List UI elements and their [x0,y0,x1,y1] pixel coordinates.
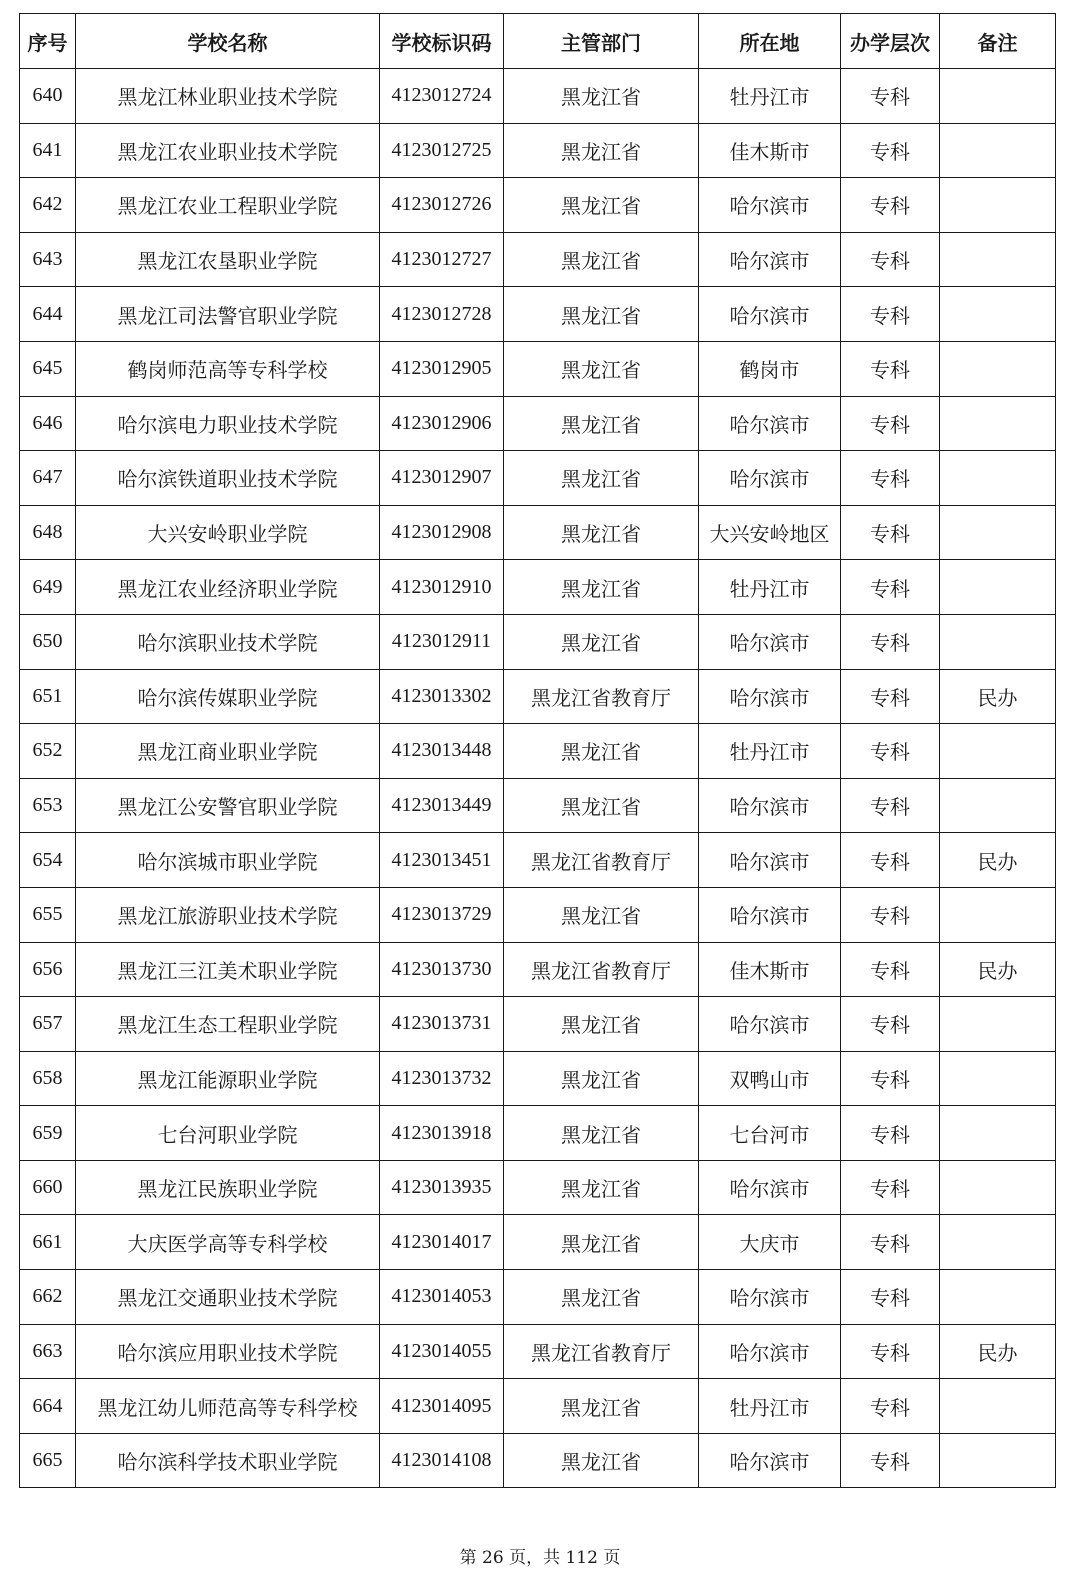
table-row [20,997,1056,1052]
cell-location: 哈尔滨市 [699,1270,841,1325]
cell-school-code: 4123014017 [380,1215,504,1270]
cell-remarks [940,396,1056,451]
cell-location: 佳木斯市 [699,942,841,997]
cell-school-name: 黑龙江三江美术职业学院 [76,942,380,997]
table-row [20,942,1056,997]
cell-remarks [940,505,1056,560]
cell-school-name: 哈尔滨城市职业学院 [76,833,380,888]
cell-authority: 黑龙江省 [504,69,699,124]
table-row [20,778,1056,833]
cell-level: 专科 [841,1324,940,1379]
cell-school-name: 黑龙江民族职业学院 [76,1160,380,1215]
cell-location: 七台河市 [699,1106,841,1161]
cell-location: 哈尔滨市 [699,178,841,233]
cell-school-name: 哈尔滨科学技术职业学院 [76,1433,380,1488]
cell-level: 专科 [841,232,940,287]
table-row [20,1051,1056,1106]
cell-authority: 黑龙江省 [504,287,699,342]
header-row [20,14,1056,69]
cell-index: 654 [20,833,76,888]
table-row [20,724,1056,779]
cell-authority: 黑龙江省 [504,1215,699,1270]
cell-level: 专科 [841,942,940,997]
cell-location: 哈尔滨市 [699,1433,841,1488]
table-row [20,69,1056,124]
cell-index: 641 [20,123,76,178]
cell-index: 657 [20,997,76,1052]
cell-level: 专科 [841,123,940,178]
cell-level: 专科 [841,451,940,506]
header-cell-authority: 主管部门 [504,14,699,69]
cell-index: 653 [20,778,76,833]
cell-school-code: 4123012728 [380,287,504,342]
header-cell-remarks: 备注 [940,14,1056,69]
cell-authority: 黑龙江省 [504,505,699,560]
header-cell-school-code: 学校标识码 [380,14,504,69]
cell-location: 鹤岗市 [699,341,841,396]
cell-level: 专科 [841,69,940,124]
table-row [20,1215,1056,1270]
cell-school-code: 4123013730 [380,942,504,997]
cell-level: 专科 [841,833,940,888]
cell-authority: 黑龙江省 [504,1379,699,1434]
cell-location: 牡丹江市 [699,69,841,124]
cell-authority: 黑龙江省 [504,778,699,833]
cell-level: 专科 [841,614,940,669]
table-row [20,1160,1056,1215]
cell-level: 专科 [841,669,940,724]
cell-remarks [940,287,1056,342]
table-row [20,614,1056,669]
cell-level: 专科 [841,505,940,560]
cell-remarks [940,1379,1056,1434]
cell-school-name: 黑龙江司法警官职业学院 [76,287,380,342]
cell-school-name: 大兴安岭职业学院 [76,505,380,560]
cell-level: 专科 [841,560,940,615]
cell-authority: 黑龙江省 [504,1106,699,1161]
cell-school-name: 黑龙江能源职业学院 [76,1051,380,1106]
cell-authority: 黑龙江省 [504,887,699,942]
cell-index: 643 [20,232,76,287]
cell-level: 专科 [841,1215,940,1270]
table-row [20,1379,1056,1434]
cell-school-code: 4123012905 [380,341,504,396]
cell-remarks [940,1051,1056,1106]
cell-school-name: 黑龙江公安警官职业学院 [76,778,380,833]
cell-authority: 黑龙江省 [504,341,699,396]
cell-index: 663 [20,1324,76,1379]
cell-index: 658 [20,1051,76,1106]
cell-authority: 黑龙江省 [504,1270,699,1325]
cell-level: 专科 [841,1433,940,1488]
cell-index: 649 [20,560,76,615]
cell-school-code: 4123013729 [380,887,504,942]
cell-remarks [940,451,1056,506]
cell-location: 哈尔滨市 [699,669,841,724]
cell-school-name: 哈尔滨铁道职业技术学院 [76,451,380,506]
table-row [20,1270,1056,1325]
cell-index: 659 [20,1106,76,1161]
cell-authority: 黑龙江省 [504,1433,699,1488]
cell-level: 专科 [841,178,940,233]
cell-remarks [940,341,1056,396]
cell-remarks [940,778,1056,833]
cell-index: 650 [20,614,76,669]
table-row [20,1106,1056,1161]
cell-location: 牡丹江市 [699,560,841,615]
cell-level: 专科 [841,287,940,342]
cell-school-name: 黑龙江旅游职业技术学院 [76,887,380,942]
cell-location: 哈尔滨市 [699,287,841,342]
table-body [20,69,1056,1488]
cell-school-code: 4123013449 [380,778,504,833]
cell-remarks [940,614,1056,669]
table-row [20,287,1056,342]
cell-school-code: 4123012725 [380,123,504,178]
cell-level: 专科 [841,1051,940,1106]
cell-school-code: 4123014055 [380,1324,504,1379]
cell-authority: 黑龙江省 [504,724,699,779]
cell-location: 哈尔滨市 [699,1324,841,1379]
cell-location: 牡丹江市 [699,1379,841,1434]
cell-school-name: 黑龙江农垦职业学院 [76,232,380,287]
cell-index: 660 [20,1160,76,1215]
table-row [20,669,1056,724]
cell-location: 哈尔滨市 [699,778,841,833]
cell-location: 哈尔滨市 [699,232,841,287]
header-cell-level: 办学层次 [841,14,940,69]
cell-authority: 黑龙江省 [504,451,699,506]
cell-index: 644 [20,287,76,342]
cell-authority: 黑龙江省教育厅 [504,1324,699,1379]
cell-location: 佳木斯市 [699,123,841,178]
cell-index: 642 [20,178,76,233]
cell-remarks: 民办 [940,833,1056,888]
table-row [20,396,1056,451]
cell-school-name: 黑龙江生态工程职业学院 [76,997,380,1052]
cell-remarks [940,232,1056,287]
cell-school-code: 4123014095 [380,1379,504,1434]
table-row [20,560,1056,615]
cell-location: 双鸭山市 [699,1051,841,1106]
table-row [20,123,1056,178]
cell-remarks: 民办 [940,669,1056,724]
cell-remarks: 民办 [940,942,1056,997]
cell-school-name: 鹤岗师范高等专科学校 [76,341,380,396]
cell-authority: 黑龙江省 [504,560,699,615]
cell-school-code: 4123013451 [380,833,504,888]
cell-school-name: 黑龙江交通职业技术学院 [76,1270,380,1325]
header-cell-school-name: 学校名称 [76,14,380,69]
table-row [20,505,1056,560]
cell-remarks [940,997,1056,1052]
cell-location: 哈尔滨市 [699,997,841,1052]
cell-level: 专科 [841,1106,940,1161]
table-row [20,833,1056,888]
cell-location: 哈尔滨市 [699,396,841,451]
table-row [20,1324,1056,1379]
cell-school-code: 4123012908 [380,505,504,560]
cell-school-name: 哈尔滨传媒职业学院 [76,669,380,724]
cell-remarks [940,1433,1056,1488]
cell-school-code: 4123012906 [380,396,504,451]
cell-school-code: 4123014108 [380,1433,504,1488]
cell-remarks: 民办 [940,1324,1056,1379]
cell-location: 大庆市 [699,1215,841,1270]
cell-index: 645 [20,341,76,396]
cell-remarks [940,1160,1056,1215]
cell-school-code: 4123013731 [380,997,504,1052]
cell-index: 652 [20,724,76,779]
cell-remarks [940,1270,1056,1325]
table-row [20,341,1056,396]
cell-location: 哈尔滨市 [699,451,841,506]
cell-school-code: 4123013918 [380,1106,504,1161]
table-row [20,232,1056,287]
cell-index: 647 [20,451,76,506]
cell-authority: 黑龙江省教育厅 [504,669,699,724]
cell-school-code: 4123012911 [380,614,504,669]
cell-level: 专科 [841,778,940,833]
cell-school-code: 4123012907 [380,451,504,506]
cell-index: 648 [20,505,76,560]
cell-authority: 黑龙江省 [504,1051,699,1106]
cell-index: 651 [20,669,76,724]
header-cell-index: 序号 [20,14,76,69]
cell-remarks [940,1106,1056,1161]
cell-location: 哈尔滨市 [699,887,841,942]
cell-location: 牡丹江市 [699,724,841,779]
cell-location: 哈尔滨市 [699,1160,841,1215]
cell-remarks [940,178,1056,233]
cell-location: 哈尔滨市 [699,833,841,888]
cell-index: 662 [20,1270,76,1325]
cell-location: 哈尔滨市 [699,614,841,669]
cell-authority: 黑龙江省 [504,396,699,451]
cell-level: 专科 [841,724,940,779]
cell-index: 665 [20,1433,76,1488]
cell-index: 656 [20,942,76,997]
cell-school-code: 4123014053 [380,1270,504,1325]
cell-remarks [940,123,1056,178]
cell-level: 专科 [841,1270,940,1325]
cell-location: 大兴安岭地区 [699,505,841,560]
cell-remarks [940,724,1056,779]
table-row [20,178,1056,233]
cell-remarks [940,69,1056,124]
cell-school-name: 黑龙江农业工程职业学院 [76,178,380,233]
cell-remarks [940,1215,1056,1270]
cell-school-name: 黑龙江商业职业学院 [76,724,380,779]
cell-school-name: 黑龙江农业职业技术学院 [76,123,380,178]
cell-authority: 黑龙江省 [504,178,699,233]
table-row [20,451,1056,506]
cell-level: 专科 [841,1379,940,1434]
cell-authority: 黑龙江省 [504,1160,699,1215]
cell-school-name: 哈尔滨应用职业技术学院 [76,1324,380,1379]
table-header [20,14,1056,69]
school-list-table [19,13,1056,1488]
cell-authority: 黑龙江省 [504,997,699,1052]
cell-authority: 黑龙江省教育厅 [504,942,699,997]
cell-level: 专科 [841,997,940,1052]
cell-school-name: 大庆医学高等专科学校 [76,1215,380,1270]
cell-school-name: 黑龙江农业经济职业学院 [76,560,380,615]
cell-school-name: 哈尔滨职业技术学院 [76,614,380,669]
cell-level: 专科 [841,887,940,942]
cell-school-code: 4123012910 [380,560,504,615]
cell-remarks [940,887,1056,942]
cell-school-name: 七台河职业学院 [76,1106,380,1161]
cell-level: 专科 [841,396,940,451]
cell-index: 646 [20,396,76,451]
cell-school-name: 黑龙江幼儿师范高等专科学校 [76,1379,380,1434]
table-row [20,1433,1056,1488]
cell-school-code: 4123012727 [380,232,504,287]
cell-index: 664 [20,1379,76,1434]
cell-level: 专科 [841,1160,940,1215]
cell-authority: 黑龙江省 [504,614,699,669]
cell-school-code: 4123013448 [380,724,504,779]
cell-school-name: 哈尔滨电力职业技术学院 [76,396,380,451]
cell-authority: 黑龙江省 [504,123,699,178]
cell-school-code: 4123012726 [380,178,504,233]
cell-authority: 黑龙江省 [504,232,699,287]
cell-index: 655 [20,887,76,942]
cell-authority: 黑龙江省教育厅 [504,833,699,888]
cell-level: 专科 [841,341,940,396]
cell-school-code: 4123013302 [380,669,504,724]
cell-school-code: 4123012724 [380,69,504,124]
cell-remarks [940,560,1056,615]
page-footer: 第 26 页，共 112 页 [459,1548,621,1568]
cell-index: 640 [20,69,76,124]
header-cell-location: 所在地 [699,14,841,69]
cell-school-code: 4123013935 [380,1160,504,1215]
cell-school-code: 4123013732 [380,1051,504,1106]
cell-index: 661 [20,1215,76,1270]
cell-school-name: 黑龙江林业职业技术学院 [76,69,380,124]
table-row [20,887,1056,942]
